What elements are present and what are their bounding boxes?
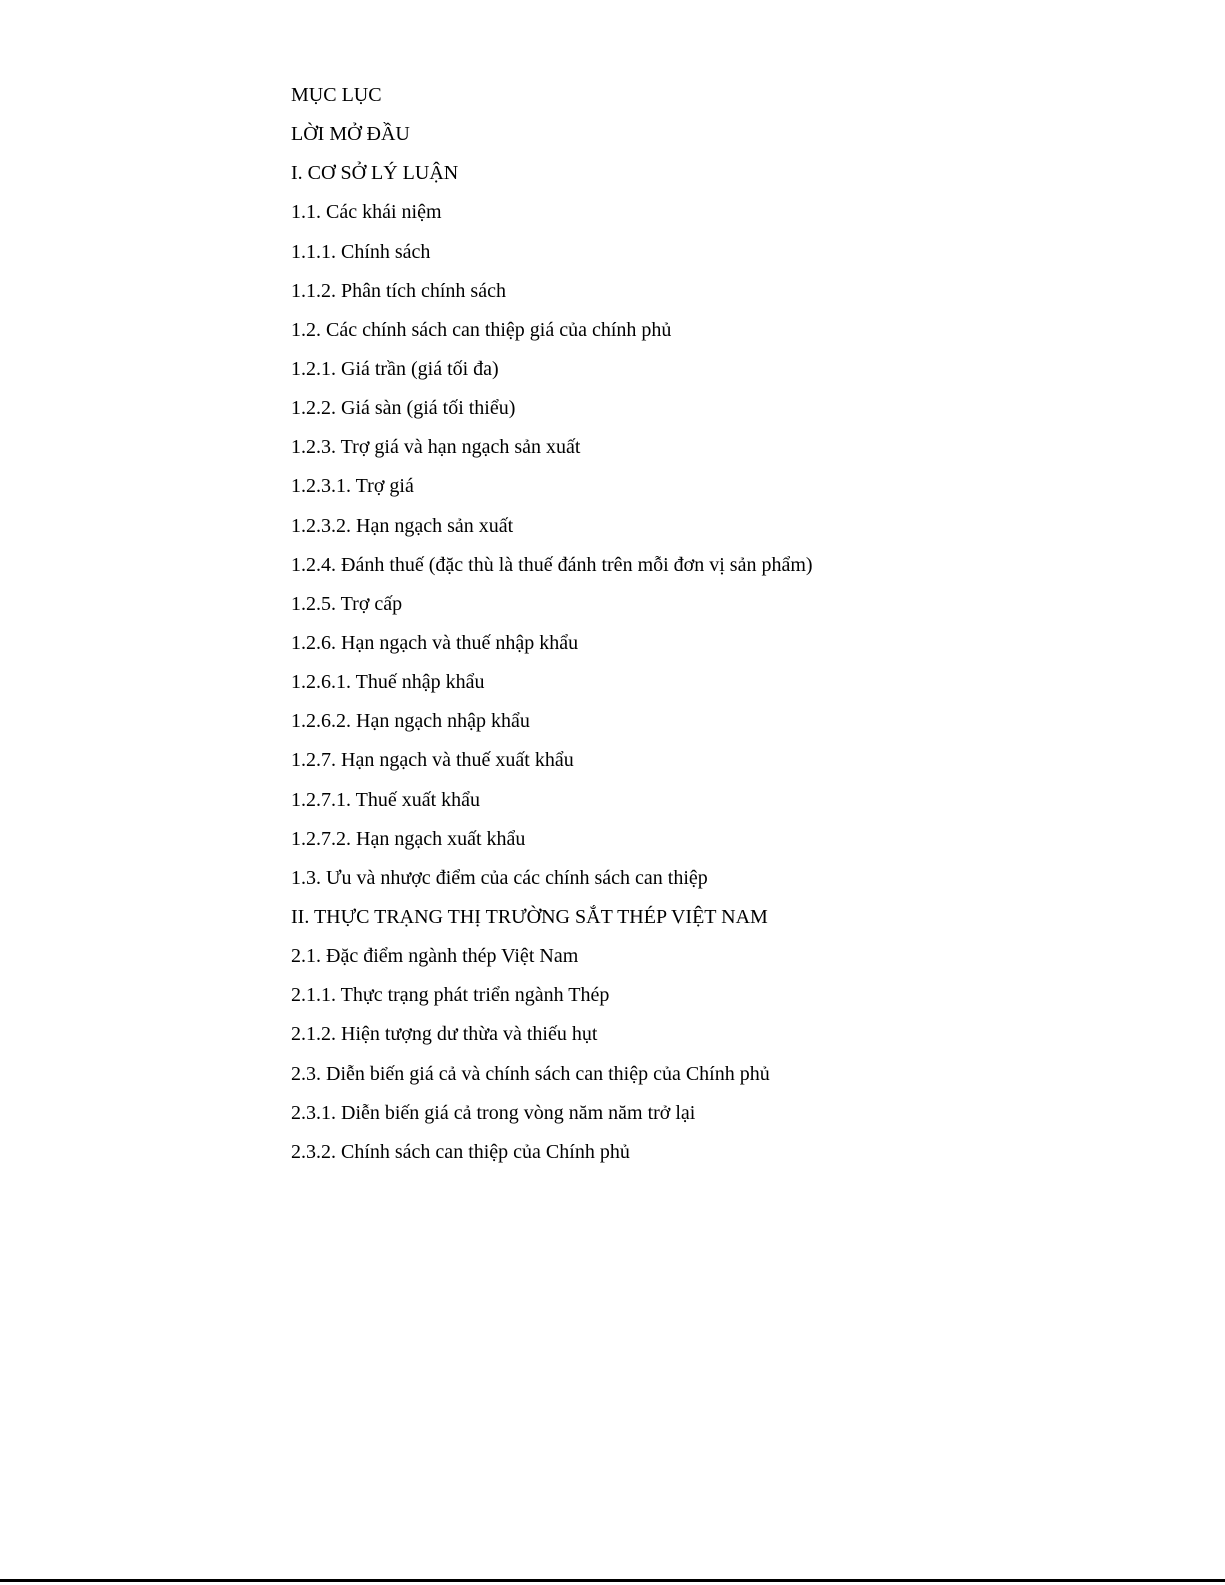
table-of-contents — [291, 82, 1171, 1178]
toc-entry-1-2-1: 1.2.1. Giá trần (giá tối đa) — [291, 357, 499, 380]
toc-entry-2-3-1: 2.3.1. Diễn biến giá cả trong vòng năm năm trở lại — [291, 1101, 696, 1124]
toc-entry-part-2: II. THỰC TRẠNG THỊ TRƯỜNG SẮT THÉP VIỆT NAM — [291, 905, 768, 928]
toc-entry-2-3: 2.3. Diễn biến giá cả và chính sách can thiệp của Chính phủ — [291, 1062, 770, 1085]
toc-entry-1-3: 1.3. Ưu và nhược điểm của các chính sách can thiệp — [291, 866, 708, 889]
toc-entry-1-2-4: 1.2.4. Đánh thuế (đặc thù là thuế đánh trên mỗi đơn vị sản phẩm) — [291, 553, 813, 576]
toc-entry-1-2-3-2: 1.2.3.2. Hạn ngạch sản xuất — [291, 514, 514, 537]
toc-entry-2-3-2: 2.3.2. Chính sách can thiệp của Chính phủ — [291, 1140, 630, 1163]
toc-entry-1-2-3: 1.2.3. Trợ giá và hạn ngạch sản xuất — [291, 436, 581, 459]
toc-entry-1-2-2: 1.2.2. Giá sàn (giá tối thiểu) — [291, 397, 516, 420]
toc-entry-1-2-6-1: 1.2.6.1. Thuế nhập khẩu — [291, 671, 485, 694]
toc-entry-1-1: 1.1. Các khái niệm — [291, 201, 442, 224]
toc-entry-1-2-6-2: 1.2.6.2. Hạn ngạch nhập khẩu — [291, 710, 530, 733]
toc-entry-2-1-2: 2.1.2. Hiện tượng dư thừa và thiếu hụt — [291, 1023, 598, 1046]
toc-entry-1-2-7: 1.2.7. Hạn ngạch và thuế xuất khẩu — [291, 749, 574, 772]
toc-entry-2-1-1: 2.1.1. Thực trạng phát triển ngành Thép — [291, 984, 610, 1007]
toc-heading: MỤC LỤC — [291, 84, 382, 106]
toc-entry-preface: LỜI MỞ ĐẦU — [291, 123, 410, 146]
toc-entry-1-2-7-2: 1.2.7.2. Hạn ngạch xuất khẩu — [291, 827, 526, 850]
toc-entry-1-2-3-1: 1.2.3.1. Trợ giá — [291, 475, 414, 498]
page-bottom-rule — [0, 1579, 1225, 1582]
toc-entry-2-1: 2.1. Đặc điểm ngành thép Việt Nam — [291, 945, 579, 968]
toc-entry-1-2: 1.2. Các chính sách can thiệp giá của chính phủ — [291, 318, 672, 341]
toc-entry-1-2-5: 1.2.5. Trợ cấp — [291, 592, 403, 615]
toc-entry-1-1-2: 1.1.2. Phân tích chính sách — [291, 279, 506, 302]
toc-entry-1-1-1: 1.1.1. Chính sách — [291, 240, 431, 263]
toc-entry-1-2-6: 1.2.6. Hạn ngạch và thuế nhập khẩu — [291, 631, 579, 654]
toc-entry-part-1: I. CƠ SỞ LÝ LUẬN — [291, 162, 459, 185]
toc-entry-1-2-7-1: 1.2.7.1. Thuế xuất khẩu — [291, 788, 481, 811]
